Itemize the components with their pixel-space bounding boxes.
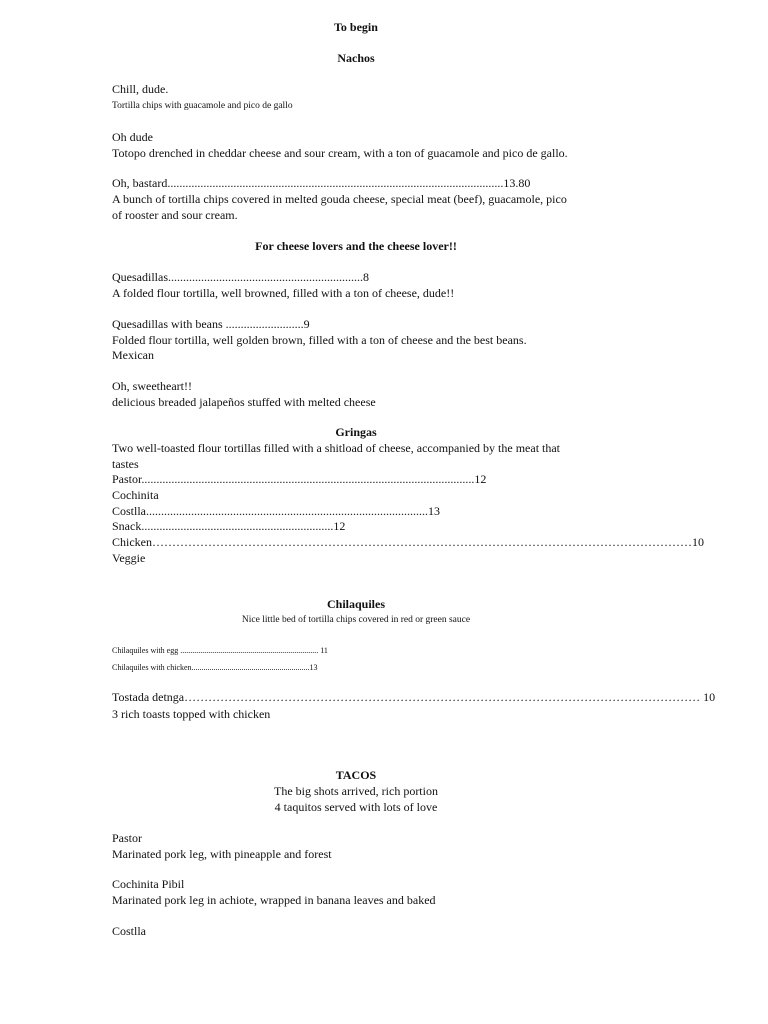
section-subtitle: Nice little bed of tortilla chips covered in red or green sauce	[241, 615, 471, 625]
menu-option: Veggie	[112, 551, 146, 565]
menu-item-description: Folded flour tortilla, well golden brown, filled with a ton of cheese and the best beans.	[112, 333, 527, 347]
menu-option: Chilaquiles with chicken...........................................................13	[112, 663, 318, 672]
section-subtitle: The big shots arrived, rich portion	[274, 784, 438, 798]
section-description: tastes	[112, 457, 139, 471]
menu-option: Snack................................................................12	[112, 519, 346, 533]
menu-item-name: Costlla	[112, 924, 147, 938]
menu-item-description: of rooster and sour cream.	[112, 208, 238, 222]
section-title-chilaquiles: Chilaquiles	[326, 597, 386, 611]
menu-item-name: Quesadillas.................................................................8	[112, 270, 369, 284]
menu-item-description: Marinated pork leg in achiote, wrapped in banana leaves and baked	[112, 893, 436, 907]
menu-item-description: A bunch of tortilla chips covered in melted gouda cheese, special meat (beef), guacamole, pico	[112, 192, 567, 206]
menu-option: Cochinita	[112, 488, 159, 502]
menu-item-description: Totopo drenched in cheddar cheese and sour cream, with a ton of guacamole and pico de gallo.	[112, 146, 568, 160]
section-title-gringas: Gringas	[335, 425, 377, 439]
section-title-cheese-lovers: For cheese lovers and the cheese lover!!	[255, 239, 457, 253]
menu-item-description: Mexican	[112, 348, 154, 362]
menu-item-description: delicious breaded jalapeños stuffed with melted cheese	[112, 395, 376, 409]
menu-item-description: 3 rich toasts topped with chicken	[112, 707, 271, 721]
menu-item-name: Quesadillas with beans ..........................9	[112, 317, 310, 331]
menu-item-name: Chill, dude.	[112, 82, 169, 96]
menu-item-description: A folded flour tortilla, well browned, filled with a ton of cheese, dude!!	[112, 286, 455, 300]
heading-to-begin: To begin	[334, 20, 378, 34]
menu-item-name: Oh, sweetheart!!	[112, 379, 192, 393]
section-title-nachos: Nachos	[337, 51, 375, 65]
menu-option: Costlla..............................................................................................13	[112, 504, 441, 518]
section-title-tacos: TACOS	[335, 768, 377, 782]
section-description: Two well-toasted flour tortillas filled with a shitload of cheese, accompanied by the meat that	[112, 441, 561, 455]
menu-item-name: Cochinita Pibil	[112, 877, 185, 891]
menu-option: Chicken………………………………………………………………………………………………………………………10	[112, 535, 704, 549]
menu-item-description: Tortilla chips with guacamole and pico de gallo	[112, 101, 293, 111]
menu-item-name: Tostada detnga………………………………………………………………………………………………………………… 10	[112, 690, 716, 704]
menu-item-name: Pastor	[112, 831, 142, 845]
menu-item-description: Marinated pork leg, with pineapple and forest	[112, 847, 332, 861]
section-subtitle: 4 taquitos served with lots of love	[274, 800, 438, 814]
menu-item-name: Oh, bastard................................................................................................................13.80	[112, 176, 531, 190]
menu-option: Pastor...............................................................................................................12	[112, 472, 487, 486]
menu-option: Chilaquiles with egg ..................................................................... 11	[112, 646, 328, 655]
menu-item-name: Oh dude	[112, 130, 153, 144]
